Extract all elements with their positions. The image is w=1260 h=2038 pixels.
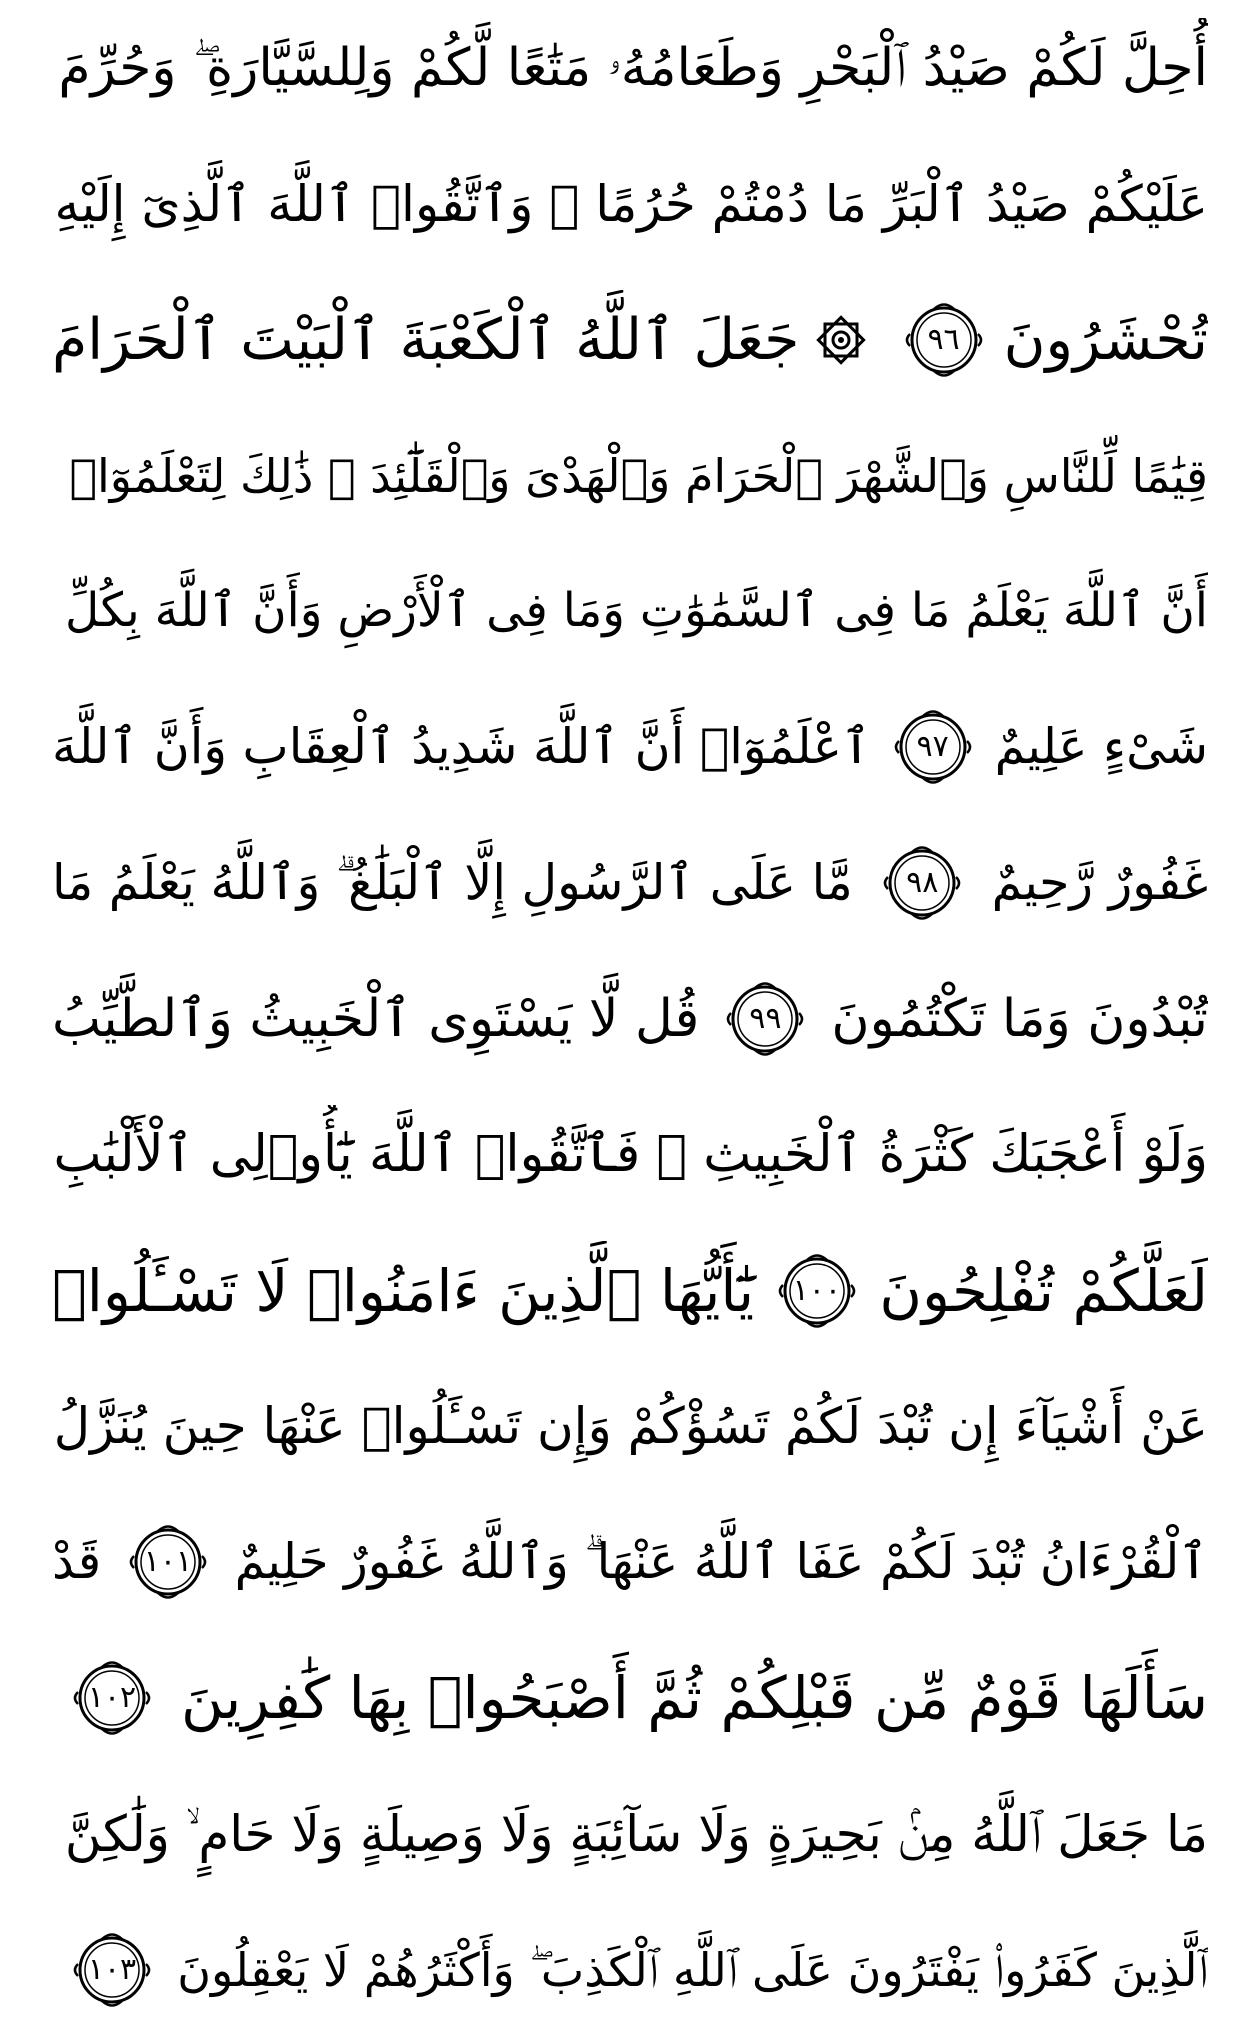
text-line xyxy=(52,18,1208,118)
text-line xyxy=(52,833,1208,933)
text-line xyxy=(52,1376,1208,1476)
text-line xyxy=(52,1920,1208,2020)
ayah-number-marker xyxy=(122,1522,214,1602)
ayah-number-marker xyxy=(66,1658,158,1738)
ayah-number-marker xyxy=(66,1930,158,2010)
verse-text: لَعَلَّكُمْ تُفْلِحُونَ xyxy=(879,1256,1208,1325)
text-line xyxy=(52,561,1208,661)
text-line xyxy=(52,1784,1208,1884)
text-line xyxy=(52,1241,1208,1341)
text-line xyxy=(52,154,1208,254)
ayah-number: ٩٦ xyxy=(927,321,960,357)
verse-text: أُحِلَّ لَكُمْ صَيْدُ ٱلْبَحْرِ وَطَعَامُهُۥ مَتَٰعًا لَّكُمْ وَلِلسَّيَّارَةِ ۖ وَحُرِّمَ xyxy=(58,38,1208,98)
ayah-number: ١٠١ xyxy=(143,1544,193,1580)
ayah-number-marker xyxy=(719,979,811,1059)
text-line xyxy=(52,1105,1208,1205)
text-line xyxy=(52,426,1208,526)
verse-text: غَفُورٌ رَّحِيمٌ xyxy=(991,854,1208,912)
verse-text: تُحْشَرُونَ xyxy=(1003,306,1208,373)
verse-text: عَلَيْكُمْ صَيْدُ ٱلْبَرِّ مَا دُمْتُمْ حُرُمًا ۗ وَٱتَّقُوا۟ ٱللَّهَ ٱلَّذِىٓ إِلَيْهِ xyxy=(54,174,1208,233)
verse-text: شَىْءٍ عَلِيمٌ xyxy=(994,718,1208,776)
verse-text: أَنَّ ٱللَّهَ يَعْلَمُ مَا فِى ٱلسَّمَٰوَٰتِ وَمَا فِى ٱلْأَرْضِ وَأَنَّ ٱللَّهَ بِكُلِّ xyxy=(65,583,1208,639)
text-line xyxy=(52,1648,1208,1748)
ayah-number-marker xyxy=(876,843,968,923)
ayah-number: ١٠٠ xyxy=(792,1272,841,1308)
ayah-number: ٩٨ xyxy=(906,865,939,901)
verse-text: وَلَوْ أَعْجَبَكَ كَثْرَةُ ٱلْخَبِيثِ ۚ فَٱتَّقُوا۟ ٱللَّهَ يَٰٓأُو۟لِى ٱلْأَلْبَٰبِ xyxy=(53,1124,1208,1184)
text-line xyxy=(52,969,1208,1069)
ayah-number: ١٠٣ xyxy=(87,1951,137,1987)
verse-text: عَنْ أَشْيَآءَ إِن تُبْدَ لَكُمْ تَسُؤْكُمْ وَإِن تَسْـَٔلُوا۟ عَنْهَا حِينَ يُنَزَّلُ xyxy=(53,1397,1208,1456)
verse-text: تُبْدُونَ وَمَا تَكْتُمُونَ xyxy=(831,988,1208,1049)
ayah-number: ٩٩ xyxy=(749,1000,782,1036)
ayah-number-marker xyxy=(898,300,990,380)
text-line xyxy=(52,290,1208,390)
verse-text: يَٰٓأَيُّهَا ٱلَّذِينَ ءَامَنُوا۟ لَا تَسْـَٔلُوا۟ xyxy=(52,1256,755,1325)
verse-text: ٱلَّذِينَ كَفَرُوا۟ يَفْتَرُونَ عَلَى ٱللَّهِ ٱلْكَذِبَ ۖ وَأَكْثَرُهُمْ لَا يَعْقِلُونَ xyxy=(177,1942,1208,1997)
verse-text: ٱعْلَمُوٓا۟ أَنَّ ٱللَّهَ شَدِيدُ ٱلْعِقَابِ وَأَنَّ ٱللَّهَ xyxy=(52,718,871,776)
verse-text: قِيَٰمًا لِّلنَّاسِ وَٱلشَّهْرَ ٱلْحَرَامَ وَٱلْهَدْىَ وَٱلْقَلَٰٓئِدَ ۚ ذَٰلِكَ لِتَعْلَمُوٓا۟ xyxy=(69,448,1208,503)
text-line xyxy=(52,1512,1208,1612)
verse-text: مَّا عَلَى ٱلرَّسُولِ إِلَّا ٱلْبَلَٰغُ ۗ وَٱللَّهُ يَعْلَمُ مَا xyxy=(52,854,853,912)
ayah-number: ٩٧ xyxy=(916,729,949,765)
verse-text: قُل لَّا يَسْتَوِى ٱلْخَبِيثُ وَٱلطَّيِّبُ xyxy=(52,988,700,1049)
verse-text: مَا جَعَلَ ٱللَّهُ مِنۢ بَحِيرَةٍ وَلَا سَآئِبَةٍ وَلَا وَصِيلَةٍ وَلَا حَامٍ ۙ وَلَٰكِنَّ xyxy=(64,1804,1208,1863)
ayah-number-marker xyxy=(771,1251,863,1331)
rub-el-hizb-icon xyxy=(811,310,871,370)
verse-text: ٱلْقُرْءَانُ تُبْدَ لَكُمْ عَفَا ٱللَّهُ عَنْهَا ۗ وَٱللَّهُ غَفُورٌ حَلِيمٌ xyxy=(234,1533,1208,1591)
verse-text: قَدْ xyxy=(52,1533,102,1591)
ayah-number-marker xyxy=(887,707,979,787)
verse-text: جَعَلَ ٱللَّهُ ٱلْكَعْبَةَ ٱلْبَيْتَ ٱلْحَرَامَ xyxy=(52,306,800,373)
ayah-number: ١٠٢ xyxy=(87,1680,137,1716)
verse-text: سَأَلَهَا قَوْمٌ مِّن قَبْلِكُمْ ثُمَّ أَصْبَحُوا۟ بِهَا كَٰفِرِينَ xyxy=(180,1664,1208,1733)
text-line xyxy=(52,697,1208,797)
